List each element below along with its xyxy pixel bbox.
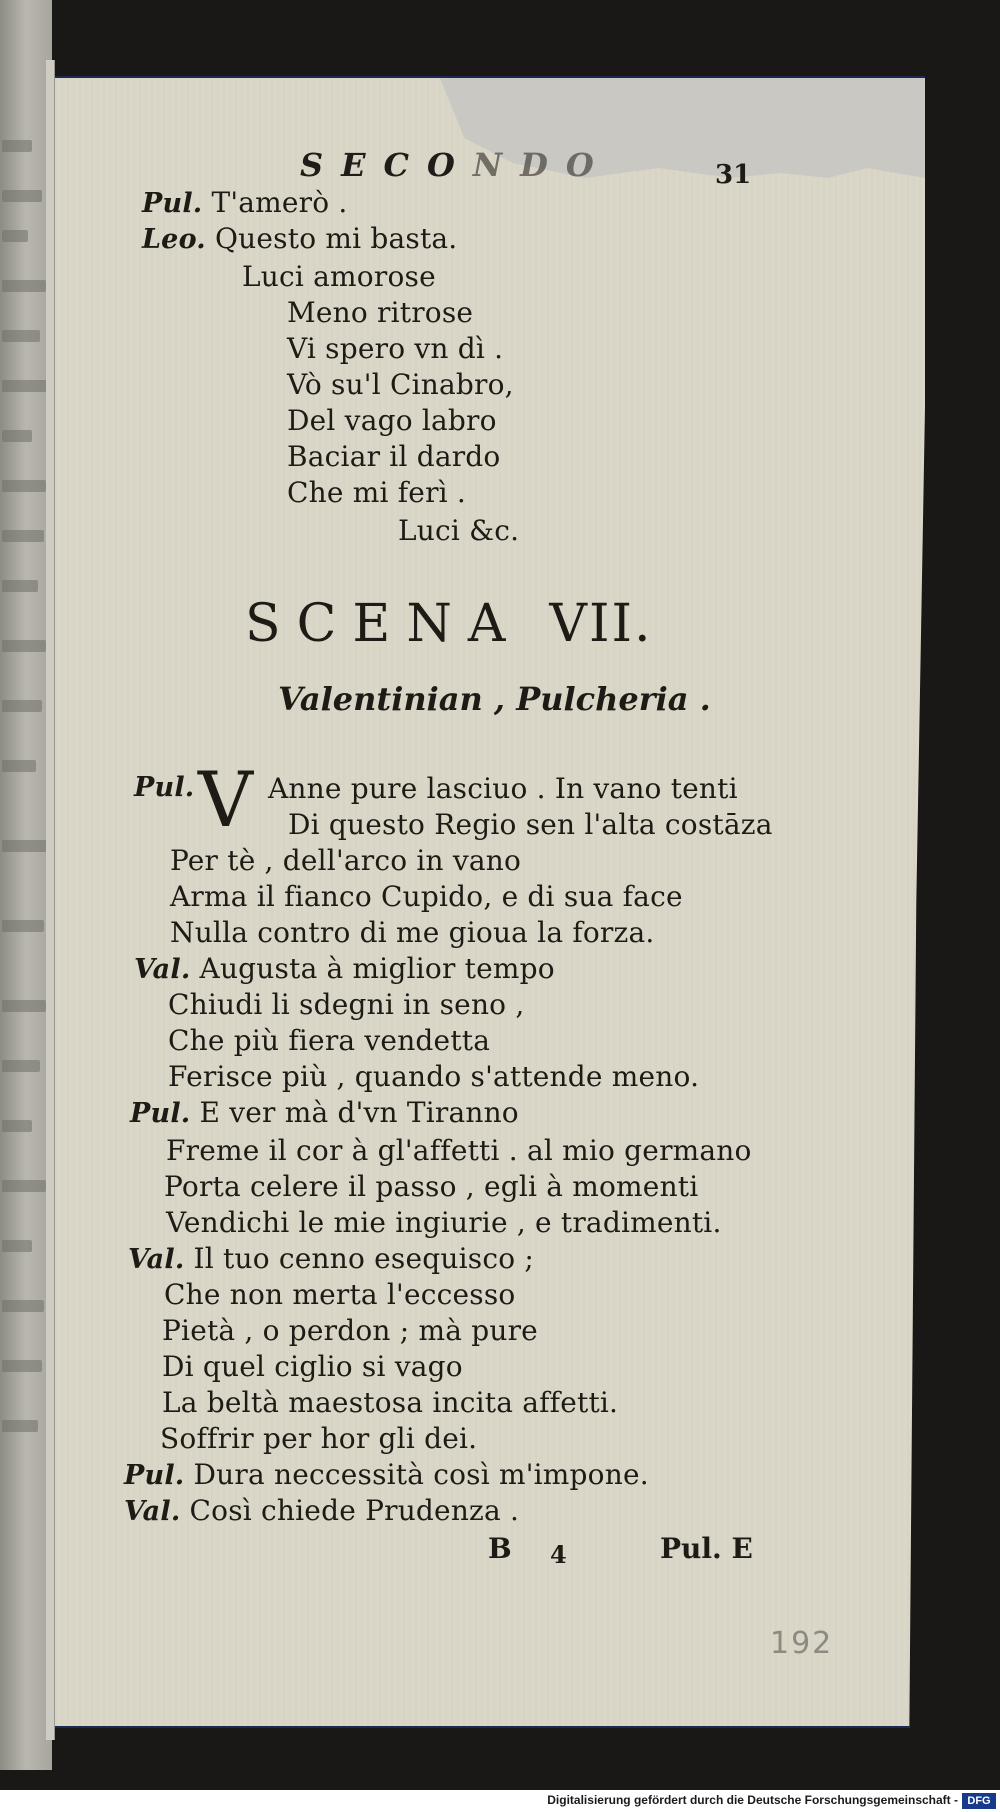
speaker-label: Pul. (130, 1098, 191, 1129)
text-line: Pietà , o perdon ; mà pure (162, 1314, 538, 1347)
text-line: Ferisce più , quando s'attende meno. (168, 1060, 700, 1093)
text-line: Chiudi li sdegni in seno , (168, 988, 525, 1021)
text-line: Che più fiera vendetta (168, 1024, 491, 1057)
text-line (128, 1242, 534, 1275)
text-line: Arma il fianco Cupido, e di sua face (170, 880, 683, 913)
speaker-label: Val. (124, 1496, 181, 1527)
speaker-label: Val. (128, 1244, 185, 1275)
text-line: Luci &c. (398, 514, 520, 547)
line-text: T'amerò . (211, 186, 348, 219)
line-text: Dura neccessità così m'impone. (193, 1458, 649, 1491)
line-text: E ver mà d'vn Tiranno (199, 1096, 519, 1129)
text-line: Baciar il dardo (287, 440, 501, 473)
text-line: Del vago labro (287, 404, 497, 437)
page-number: 31 (715, 160, 752, 190)
scene-heading (245, 594, 653, 654)
footer-bar (0, 1790, 1000, 1812)
signature-mark: B (488, 1532, 512, 1565)
text-line: Vendichi le mie ingiurie , e tradimenti. (166, 1206, 722, 1239)
catchword: Pul. E (660, 1532, 753, 1565)
text-line: La beltà maestosa incita affetti. (162, 1386, 619, 1419)
text-line: Freme il cor à gl'affetti . al mio germano (166, 1134, 752, 1167)
speaker-label: Leo. (142, 224, 206, 255)
previous-page-edge (0, 0, 52, 1770)
text-line (124, 1458, 649, 1491)
text-line: Di quel ciglio si vago (162, 1350, 463, 1383)
speaker-label: Pul. (124, 1460, 185, 1491)
running-head-faded: NDO (472, 146, 612, 184)
text-line: Di questo Regio sen l'alta costāza (288, 808, 773, 841)
text-line (124, 1494, 519, 1527)
line-text: Questo mi basta. (215, 222, 458, 255)
book-gutter (46, 60, 55, 1740)
text-line: Anne pure lasciuo . In vano tenti (268, 772, 738, 805)
text-line: Vi spero vn dì . (287, 332, 504, 365)
running-head (300, 146, 612, 184)
speaker-label: Pul. (134, 772, 195, 803)
signature-number: 4 (550, 1540, 567, 1569)
text-line: Meno ritrose (287, 296, 474, 329)
line-text: Così chiede Prudenza . (189, 1494, 520, 1527)
text-line: Che mi ferì . (287, 476, 467, 509)
dfg-logo-icon: DFG (962, 1793, 996, 1809)
text-line (134, 770, 194, 803)
text-line (142, 222, 457, 255)
text-line: Soffrir per hor gli dei. (160, 1422, 478, 1455)
text-line: Nulla contro di me gioua la forza. (170, 916, 655, 949)
text-line: Luci amorose (242, 260, 436, 293)
drop-capital: V (198, 755, 253, 844)
scene-heading-label: SCENA (245, 594, 522, 654)
text-line: Che non merta l'eccesso (164, 1278, 516, 1311)
text-line: Porta celere il passo , egli à momenti (164, 1170, 699, 1203)
scene-number: VII. (549, 594, 653, 654)
footer-credit: Digitalisierung gefördert durch die Deutsche Forschungsgemeinschaft - (547, 1793, 958, 1807)
text-line (130, 1096, 519, 1129)
speaker-label: Pul. (142, 188, 203, 219)
speaker-label: Val. (134, 954, 191, 985)
text-line: Per tè , dell'arco in vano (170, 844, 522, 877)
text-line: Vò su'l Cinabro, (287, 368, 514, 401)
line-text: Il tuo cenno esequisco ; (193, 1242, 535, 1275)
text-line (142, 186, 348, 219)
line-text: Augusta à miglior tempo (199, 952, 555, 985)
running-head-visible: SECO (300, 146, 473, 184)
pencil-note: 192 (770, 1626, 834, 1661)
text-line (134, 952, 555, 985)
dramatis-personae: Valentinian , Pulcheria . (278, 680, 711, 718)
